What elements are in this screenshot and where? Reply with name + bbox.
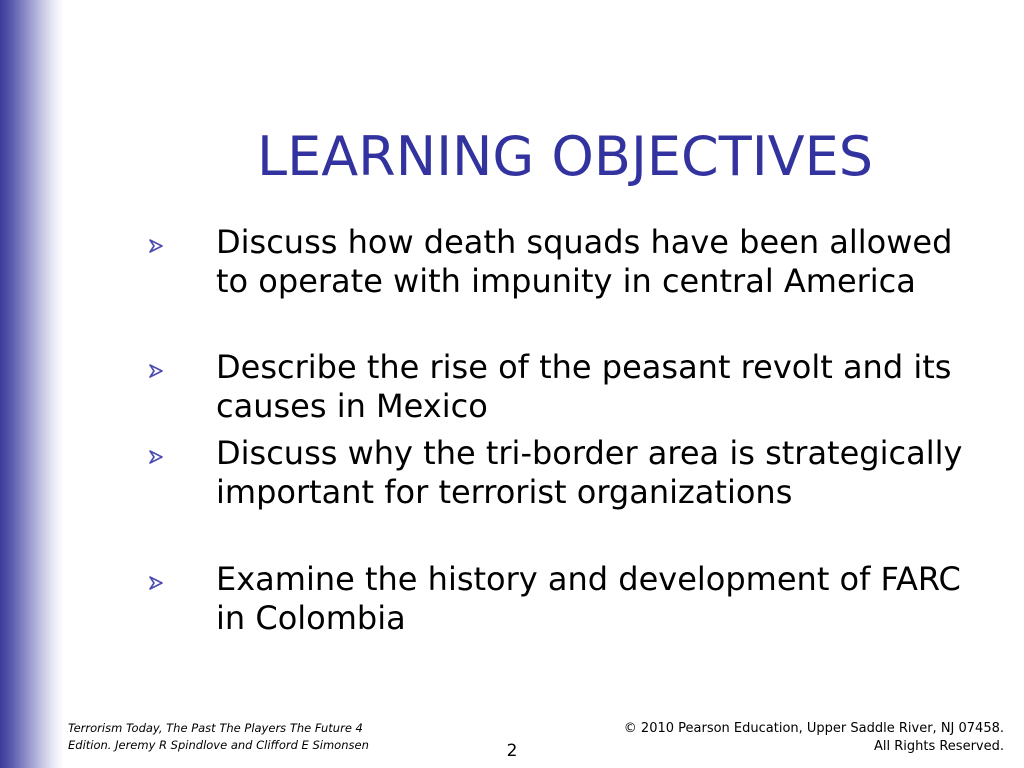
copyright-line-1: © 2010 Pearson Education, Upper Saddle River, NJ 07458. bbox=[623, 721, 1004, 736]
book-citation bbox=[68, 720, 408, 754]
bullet-text: Discuss why the tri-border area is strategically important for terrorist organizations bbox=[216, 434, 963, 511]
bullet-text: Examine the history and development of FARC in Colombia bbox=[216, 560, 961, 637]
copyright-notice bbox=[584, 720, 1004, 756]
citation-line-1: Terrorism Today, The Past The Players The Future 4 bbox=[68, 721, 363, 735]
slide-title: LEARNING OBJECTIVES bbox=[257, 125, 873, 188]
bullet-text: Describe the rise of the peasant revolt and its causes in Mexico bbox=[216, 348, 952, 425]
side-gradient-band bbox=[0, 0, 64, 768]
arrowhead-bullet-icon bbox=[148, 239, 164, 253]
page-number: 2 bbox=[506, 741, 518, 761]
arrowhead-bullet-icon bbox=[148, 450, 164, 464]
arrowhead-bullet-icon bbox=[148, 576, 164, 590]
citation-line-2: Edition. Jeremy R Spindlove and Clifford E Simonsen bbox=[68, 738, 369, 752]
copyright-line-2: All Rights Reserved. bbox=[873, 739, 1004, 754]
bullet-text: Discuss how death squads have been allowed to operate with impunity in central America bbox=[216, 223, 953, 300]
arrowhead-bullet-icon bbox=[148, 364, 164, 378]
